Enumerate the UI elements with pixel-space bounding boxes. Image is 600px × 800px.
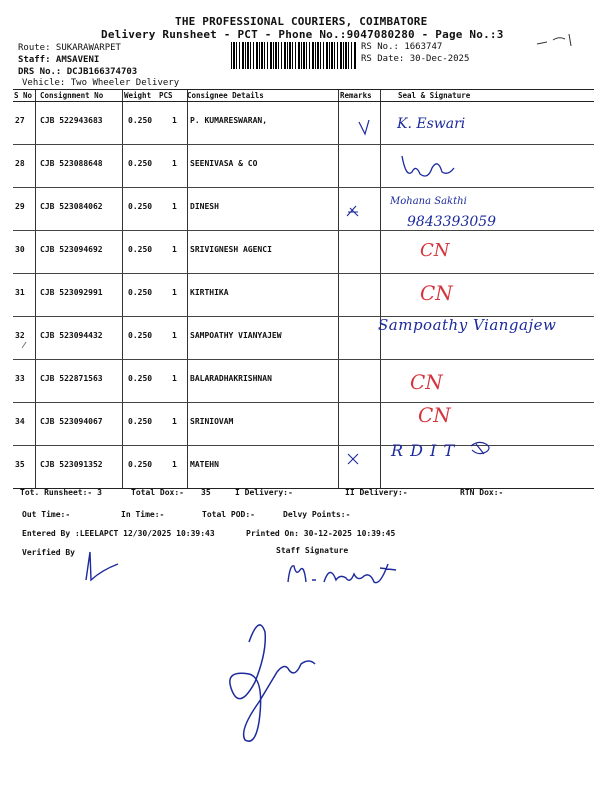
signature-row-27: K. Eswari <box>397 116 466 132</box>
col-weight: Weight <box>124 91 152 100</box>
row-sno: 32 <box>15 331 25 340</box>
row-sno: 31 <box>15 288 25 297</box>
table-row <box>13 188 594 231</box>
in-time: In Time:- <box>121 510 165 519</box>
row-weight: 0.250 <box>128 374 153 383</box>
table-header <box>13 90 594 102</box>
i-delivery: I Delivery:- <box>235 488 293 497</box>
row-consignee: BALARADHAKRISHNAN <box>190 374 272 383</box>
remark-tick-27 <box>355 118 375 138</box>
signature-row-33: CN <box>410 370 443 394</box>
col-consignment: Consignment No <box>40 91 104 100</box>
table-row <box>13 403 594 446</box>
row-pcs: 1 <box>172 331 177 340</box>
col-seal-signature: Seal & Signature <box>398 91 471 100</box>
row-consignment: CJB 523092991 <box>40 288 103 297</box>
ii-delivery: II Delivery:- <box>345 488 408 497</box>
staff-label: Staff: AMSAVENI <box>18 55 100 65</box>
row-consignee: SRINIOVAM <box>190 417 234 426</box>
table-row <box>13 145 594 188</box>
row-weight: 0.250 <box>128 331 153 340</box>
large-signature <box>215 612 325 752</box>
table-row <box>13 274 594 317</box>
delvy-points: Delvy Points:- <box>283 510 351 519</box>
signature-row-30: CN <box>420 240 450 261</box>
row-weight: 0.250 <box>128 288 153 297</box>
row-consignment: CJB 522871563 <box>40 374 103 383</box>
total-pod: Total POD:- <box>202 510 255 519</box>
row-sno: 34 <box>15 417 25 426</box>
row-weight: 0.250 <box>128 116 153 125</box>
row-pcs: 1 <box>172 417 177 426</box>
table-row <box>13 360 594 403</box>
table-row <box>13 102 594 145</box>
rs-number: RS No.: 1663747 <box>361 42 443 52</box>
vehicle-label: Vehicle: Two Wheeler Delivery <box>22 78 180 88</box>
total-dox-value: 35 <box>201 488 211 497</box>
row-pcs: 1 <box>172 245 177 254</box>
col-remarks: Remarks <box>340 91 372 100</box>
table-row <box>13 231 594 274</box>
row-consignee: SRIVIGNESH AGENCI <box>190 245 272 254</box>
row-consignee: DINESH <box>190 202 219 211</box>
row-consignee: SAMPOATHY VIANYAJEW <box>190 331 282 340</box>
row-consignment: CJB 523094067 <box>40 417 103 426</box>
row-weight: 0.250 <box>128 202 153 211</box>
barcode <box>231 42 356 69</box>
remark-mark-29 <box>344 202 364 222</box>
remark-x-35 <box>346 452 360 466</box>
corner-scribble <box>535 30 575 50</box>
row-consignment: CJB 523094692 <box>40 245 103 254</box>
printed-on: Printed On: 30-12-2025 10:39:45 <box>246 529 396 538</box>
drs-number: DRS No.: DCJB166374703 <box>18 67 138 77</box>
row-pcs: 1 <box>172 460 177 469</box>
signature-row-35-mark <box>468 438 494 458</box>
row-pcs: 1 <box>172 288 177 297</box>
row-pcs: 1 <box>172 202 177 211</box>
entered-by: Entered By :LEELAPCT 12/30/2025 10:39:43 <box>22 529 215 538</box>
row-sno: 33 <box>15 374 25 383</box>
row-sno: 28 <box>15 159 25 168</box>
row-consignment: CJB 523091352 <box>40 460 103 469</box>
signature-row-34: CN <box>418 403 451 427</box>
route-label: Route: SUKARAWARPET <box>18 43 121 53</box>
row-weight: 0.250 <box>128 417 153 426</box>
verified-by: Verified By <box>22 548 75 557</box>
total-dox-label: Total Dox:- <box>131 488 184 497</box>
row-pcs: 1 <box>172 374 177 383</box>
row-consignment: CJB 523094432 <box>40 331 103 340</box>
company-title: THE PROFESSIONAL COURIERS, COIMBATORE <box>175 15 428 28</box>
row-sno: 35 <box>15 460 25 469</box>
signature-row-29-phone: 9843393059 <box>407 214 497 230</box>
verified-by-signature <box>82 546 122 586</box>
col-pcs: PCS <box>159 91 173 100</box>
row-weight: 0.250 <box>128 245 153 254</box>
stray-mark <box>20 340 30 350</box>
row-consignee: SEENIVASA & CO <box>190 159 258 168</box>
row-consignment: CJB 522943683 <box>40 116 103 125</box>
signature-row-29-name: Mohana Sakthi <box>390 196 467 207</box>
staff-signature <box>284 556 414 592</box>
signature-row-35: R D I T <box>391 441 456 460</box>
row-consignment: CJB 523084062 <box>40 202 103 211</box>
rs-date: RS Date: 30-Dec-2025 <box>361 54 470 64</box>
col-sno: S No <box>14 91 33 100</box>
runsheet-table <box>13 89 594 489</box>
signature-row-31: CN <box>420 281 453 305</box>
runsheet-subtitle: Delivery Runsheet - PCT - Phone No.:9047080280 - Page No.:3 <box>101 28 504 41</box>
staff-signature-label: Staff Signature <box>276 546 349 555</box>
table-row <box>13 446 594 488</box>
signature-row-32: Sampoathy Viangajew <box>378 316 557 334</box>
rtn-dox: RTN Dox:- <box>460 488 504 497</box>
row-sno: 29 <box>15 202 25 211</box>
row-pcs: 1 <box>172 159 177 168</box>
tot-runsheet: Tot. Runsheet:- 3 <box>20 488 102 497</box>
row-pcs: 1 <box>172 116 177 125</box>
row-consignee: KIRTHIKA <box>190 288 229 297</box>
out-time: Out Time:- <box>22 510 71 519</box>
row-weight: 0.250 <box>128 460 153 469</box>
col-consignee: Consignee Details <box>187 91 264 100</box>
row-consignment: CJB 523088648 <box>40 159 103 168</box>
row-sno: 27 <box>15 116 25 125</box>
row-consignee: MATEHN <box>190 460 219 469</box>
row-weight: 0.250 <box>128 159 153 168</box>
row-consignee: P. KUMARESWARAN, <box>190 116 268 125</box>
signature-row-28 <box>398 150 458 184</box>
row-sno: 30 <box>15 245 25 254</box>
